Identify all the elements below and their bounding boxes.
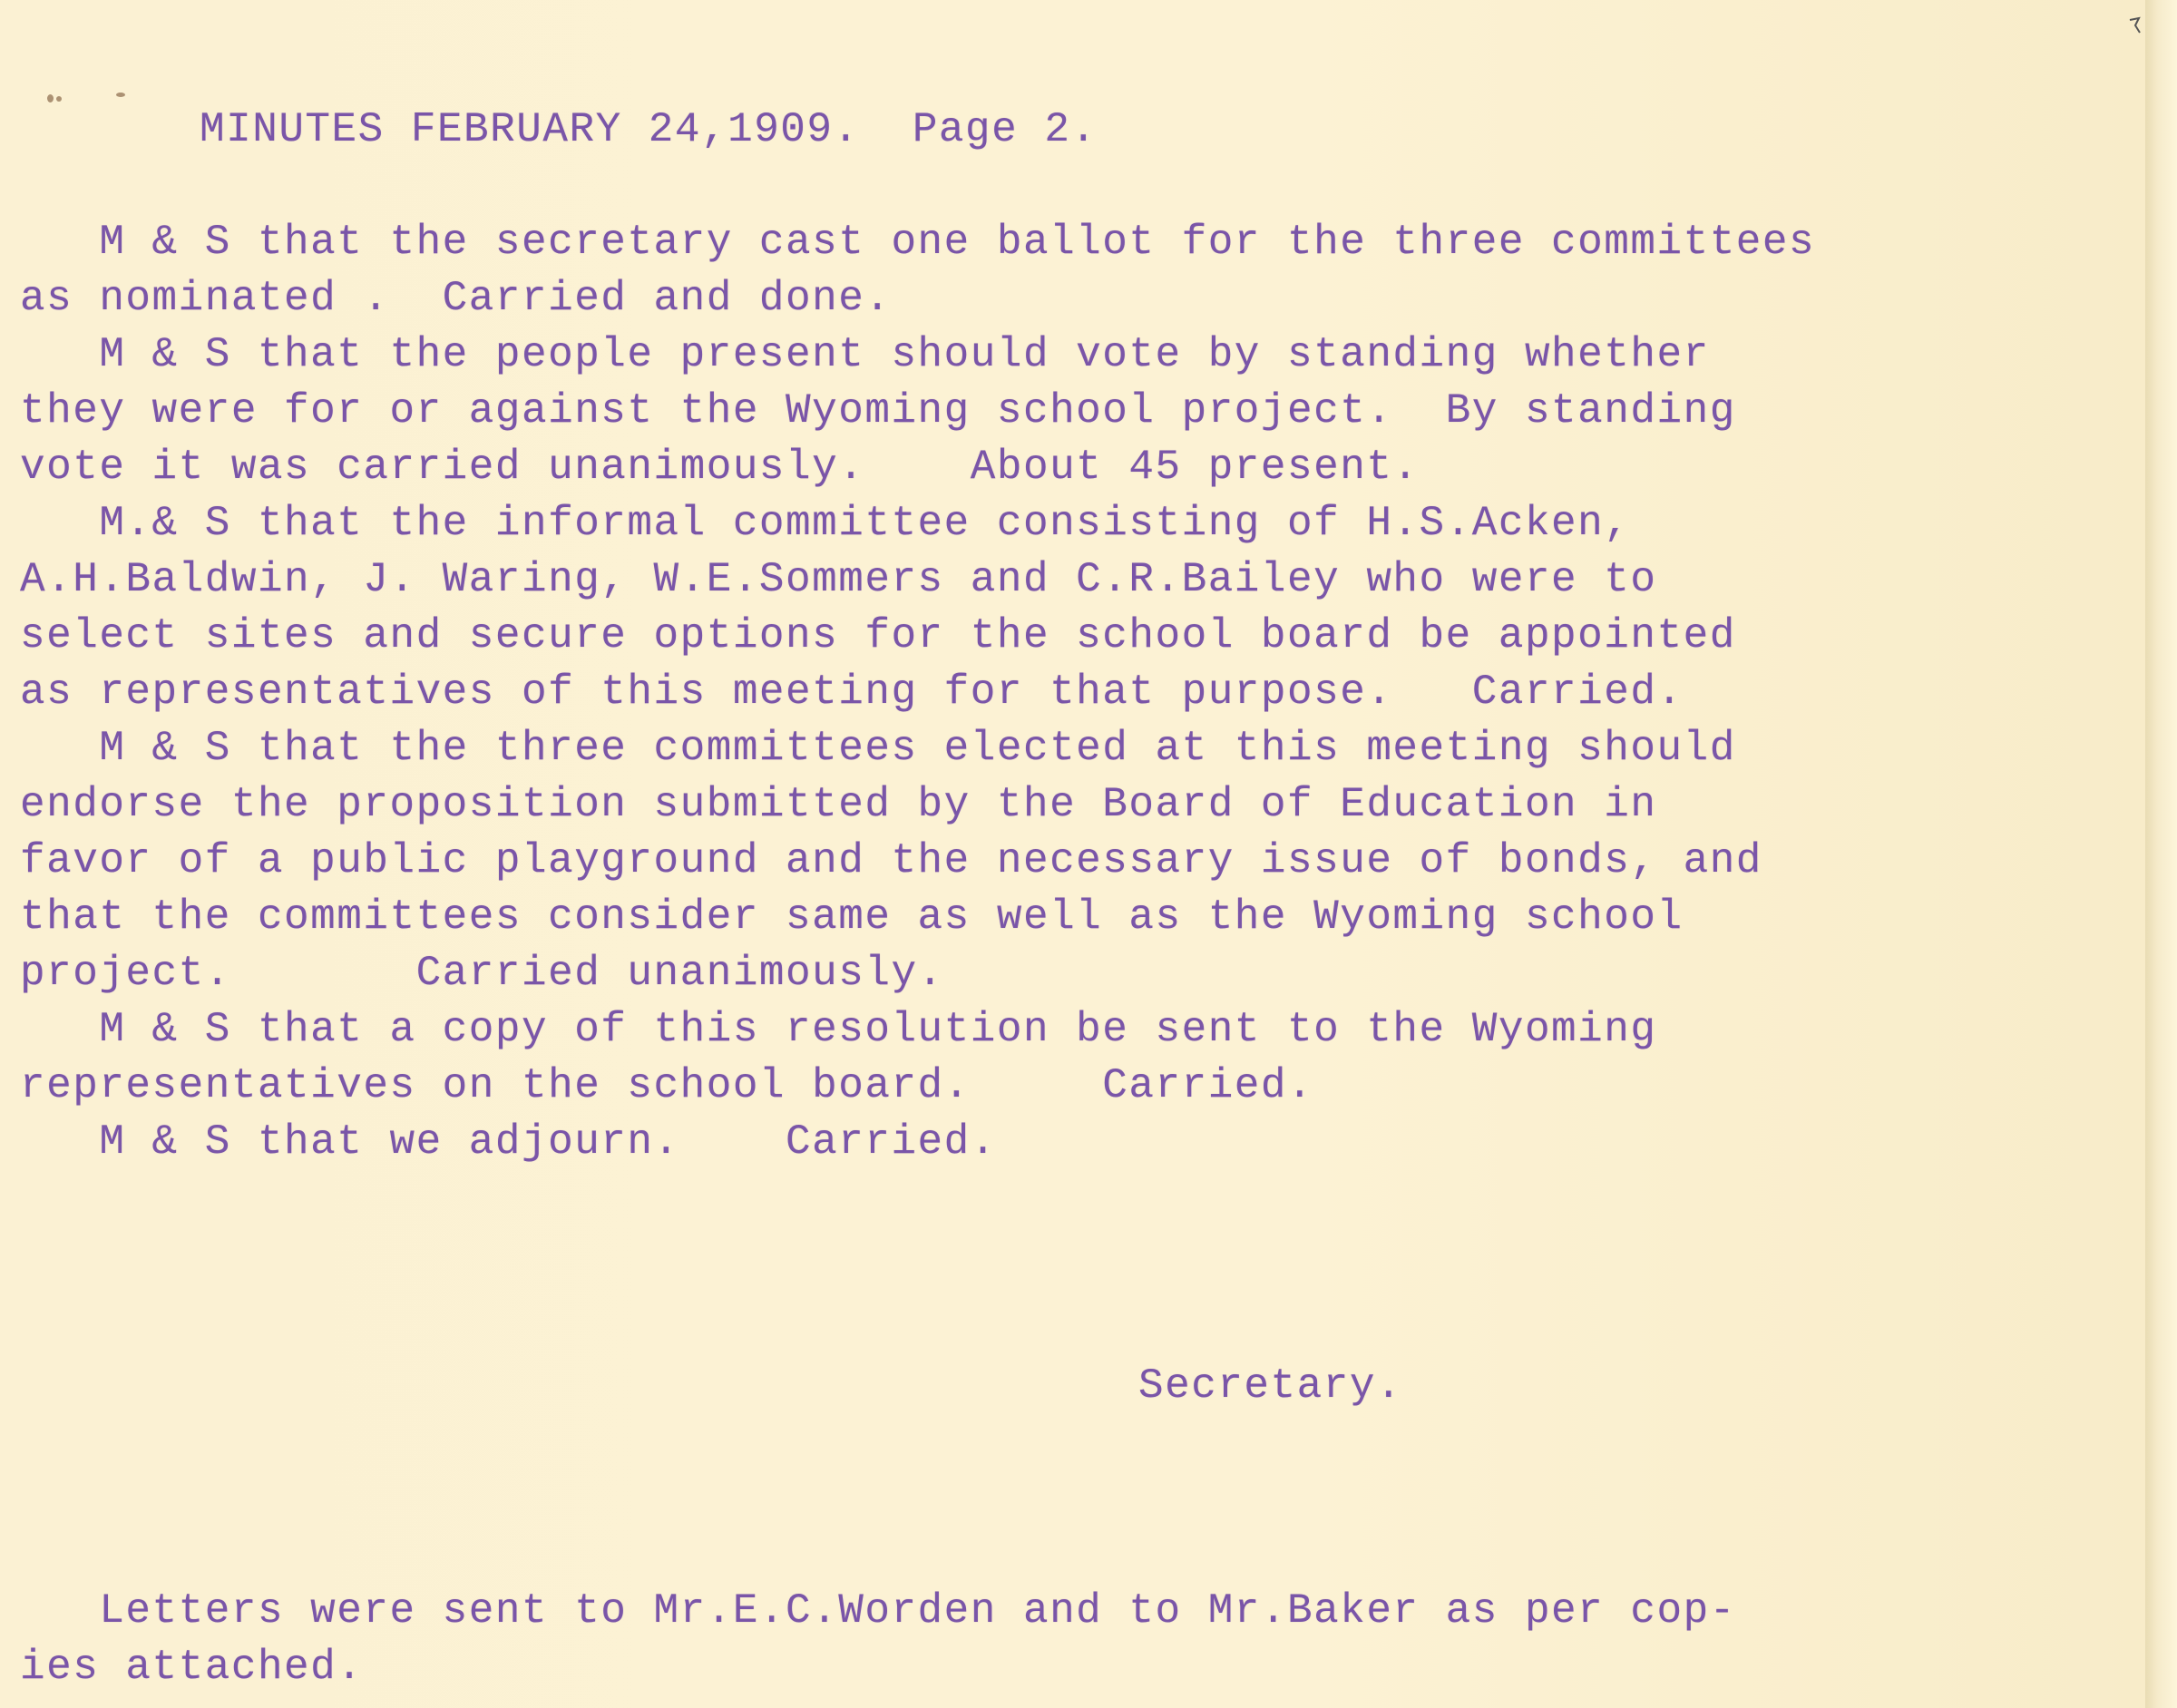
body-line: M & S that a copy of this resolution be sent to the Wyoming	[20, 1006, 1657, 1053]
body-line: M & S that the three committees elected at this meeting should	[20, 725, 1736, 772]
ink-smudge	[47, 93, 120, 105]
body-line: A.H.Baldwin, J. Waring, W.E.Sommers and C.R.Bailey who were to	[20, 556, 1657, 603]
body-line: M & S that we adjourn. Carried.	[20, 1118, 997, 1166]
body-line: representatives on the school board. Carried.	[20, 1062, 1314, 1109]
minutes-body	[20, 214, 1815, 1170]
footer-line: Letters were sent to Mr.E.C.Worden and to Mr.Baker as per cop-	[20, 1587, 1736, 1635]
corner-mark	[2128, 16, 2143, 34]
body-line: M & S that the people present should vote by standing whether	[20, 331, 1710, 378]
footer-line: ies attached.	[20, 1644, 364, 1691]
body-line: select sites and secure options for the school board be appointed	[20, 612, 1736, 659]
body-line: as nominated . Carried and done.	[20, 275, 892, 322]
body-line: project. Carried unanimously.	[20, 950, 944, 997]
minutes-footer	[20, 1583, 1736, 1695]
body-line: endorse the proposition submitted by the Board of Education in	[20, 781, 1657, 828]
body-line: as representatives of this meeting for that purpose. Carried.	[20, 669, 1684, 716]
body-line: vote it was carried unanimously. About 45 present.	[20, 444, 1420, 491]
minutes-header: MINUTES FEBRUARY 24,1909. Page 2.	[200, 106, 1098, 153]
body-line: M.& S that the informal committee consisting of H.S.Acken,	[20, 500, 1631, 547]
body-line: favor of a public playground and the necessary issue of bonds, and	[20, 837, 1762, 884]
body-line: that the committees consider same as well as the Wyoming school	[20, 893, 1684, 941]
paper-edge	[2145, 0, 2177, 1708]
body-line: they were for or against the Wyoming school project. By standing	[20, 387, 1736, 434]
body-line: M & S that the secretary cast one ballot for the three committees	[20, 219, 1816, 266]
secretary-signature: Secretary.	[1138, 1362, 1403, 1410]
